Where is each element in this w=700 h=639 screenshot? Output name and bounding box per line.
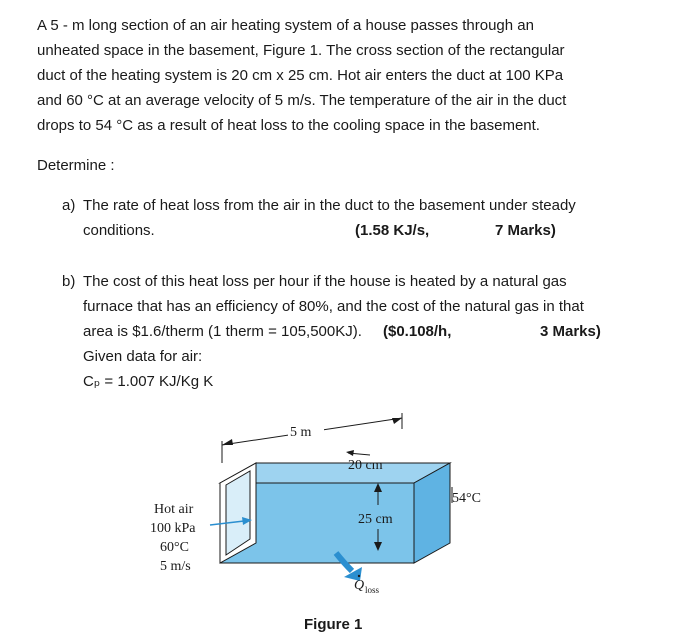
- part-b-label: b): [62, 273, 76, 290]
- part-b-answer: ($0.108/h,: [383, 323, 452, 340]
- problem-line: duct of the heating system is 20 cm x 25 cm. Hot air enters the duct at 100 KPa: [37, 67, 564, 84]
- height-label: 25 cm: [358, 512, 393, 527]
- problem-line: unheated space in the basement, Figure 1. The cross section of the rectangular: [37, 42, 565, 59]
- given-data-heading: Given data for air:: [83, 348, 203, 365]
- determine-heading: Determine :: [37, 157, 115, 174]
- part-a-label: a): [62, 197, 76, 214]
- duct-diagram: [140, 405, 520, 605]
- part-b-line3: area is $1.6/therm (1 therm = 105,500KJ).: [83, 323, 362, 340]
- problem-line: and 60 °C at an average velocity of 5 m/s. The temperature of the air in the duct: [37, 92, 567, 109]
- figure-caption: Figure 1: [304, 616, 363, 633]
- problem-line: A 5 - m long section of an air heating system of a house passes through an: [37, 17, 534, 34]
- width-label: 20 cm: [348, 458, 383, 473]
- part-a-marks: 7 Marks): [495, 222, 556, 239]
- heat-loss-dot: [358, 575, 360, 577]
- problem-line: drops to 54 °C as a result of heat loss to the cooling space in the basement.: [37, 117, 540, 134]
- part-a-answer: (1.58 KJ/s,: [355, 222, 430, 239]
- heat-loss-symbol: Q: [354, 578, 365, 593]
- inlet-label-line4: 5 m/s: [160, 559, 191, 574]
- part-b-marks: 3 Marks): [540, 323, 601, 340]
- cp-value: Cₚ = 1.007 KJ/Kg K: [83, 373, 214, 390]
- duct-figure: [140, 405, 520, 605]
- inlet-label-line3: 60°C: [160, 540, 189, 555]
- heat-loss-subscript: loss: [365, 585, 380, 595]
- part-b-line2: furnace that has an efficiency of 80%, and the cost of the natural gas in that: [83, 298, 584, 315]
- inlet-label-line1: Hot air: [154, 502, 194, 517]
- part-a-line1: The rate of heat loss from the air in the duct to the basement under steady: [83, 197, 576, 214]
- length-label: 5 m: [290, 425, 312, 440]
- problem-statement: [37, 13, 637, 138]
- part-b-line1: The cost of this heat loss per hour if the house is heated by a natural gas: [83, 273, 567, 290]
- length-arrow-right: [392, 418, 402, 424]
- width-arrow: [346, 450, 354, 456]
- inlet-label-line2: 100 kPa: [150, 521, 196, 536]
- outlet-temp-label: 54°C: [452, 491, 481, 506]
- length-arrow-left: [222, 439, 233, 445]
- part-a-line2: conditions.: [83, 222, 155, 239]
